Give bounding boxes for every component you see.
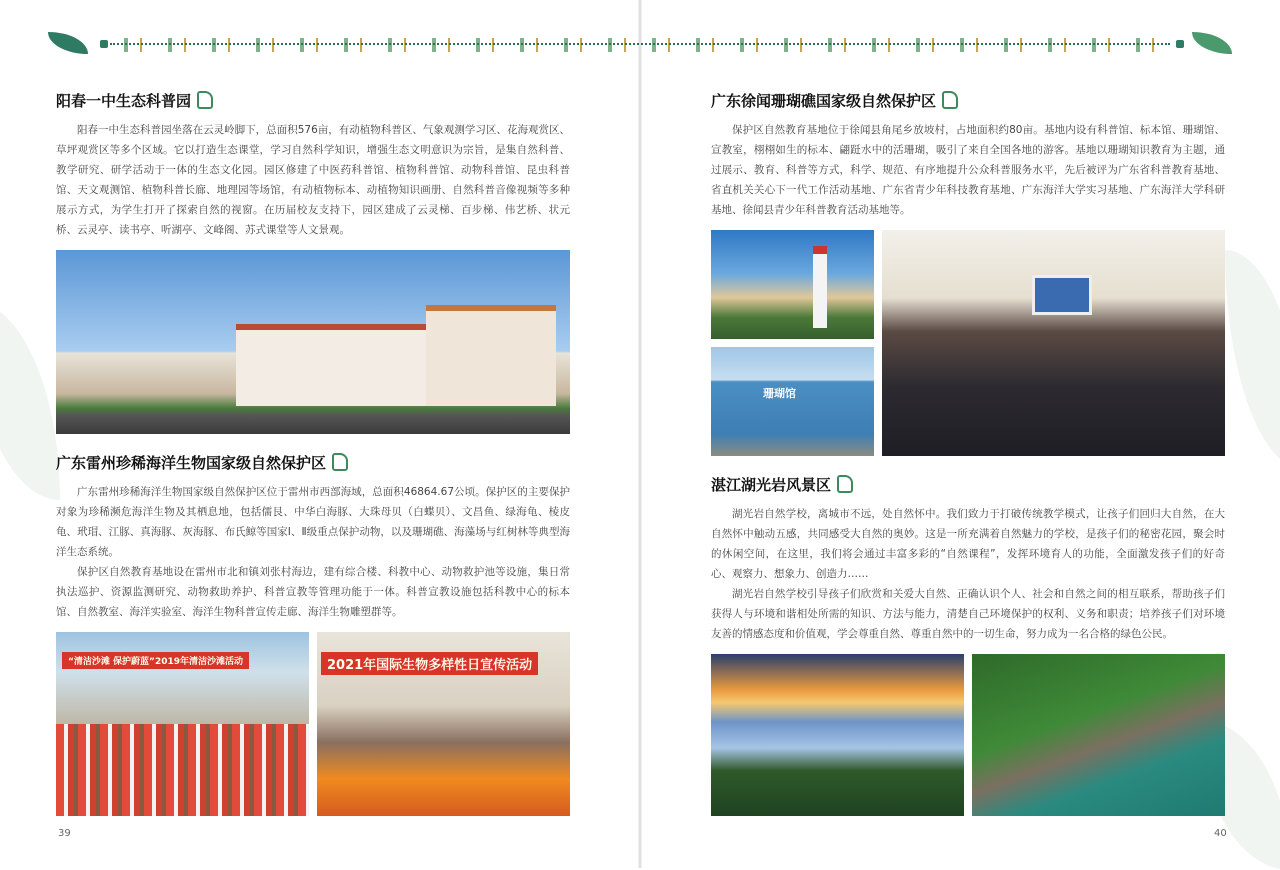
- square-ornament: [100, 40, 108, 48]
- media-row: [711, 230, 1225, 456]
- section-title: 阳春一中生态科普园: [56, 90, 570, 112]
- pen-leaf-icon: [837, 475, 853, 493]
- leaf-icon: [1192, 32, 1232, 54]
- coral-museum-photo: [711, 347, 874, 456]
- pen-leaf-icon: [332, 453, 348, 471]
- paragraph: 湖光岩自然学校，离城市不远，处自然怀中。我们致力于打破传统教学模式，让孩子们回归大自然，在大自然怀中触动五感，共同感受大自然的奥妙。这是一所充满着自然魅力的学校，是孩子们的秘密花园，聚会时的休闲空间，在这里，我们将会通过丰富多彩的“自然课程”，发挥环境育人的功能，全面激发孩子们的好奇心、观察力、想象力、创造力……: [711, 508, 1225, 581]
- lighthouse-photo: [711, 230, 874, 339]
- biodiversity-day-photo: [317, 632, 570, 816]
- section-title: 广东徐闻珊瑚礁国家级自然保护区: [711, 90, 1225, 112]
- media-row: [711, 654, 1225, 816]
- section-title: 湛江湖光岩风景区: [711, 474, 1225, 496]
- paragraph: 阳春一中生态科普园坐落在云灵岭脚下，总面积576亩，有动植物科普区、气象观测学习区、花海观赏区、草坪观赏区等多个区域。它以打造生态课堂，学习自然科学知识，增强生态文明意识为宗旨，是集自然科普、教学研究、研学活动于一体的生态文化园。园区修建了中医药科普馆、植物科普馆、动物科普馆、昆虫科普馆、天文观测馆、植物科普长廊、地理园等场馆，有动植物标本、动植物知识画册、自然科普音像视频等多种展示方式，为学生打开了探索自然的视窗。在历届校友支持下，园区建成了云灵梯、百步梯、伟艺桥、状元桥、云灵亭、读书亭、听湖亭、文峰阁、苏式课堂等人文景观。: [56, 124, 570, 236]
- media-row: [56, 632, 570, 816]
- lake-aerial-photo: [972, 654, 1225, 816]
- photo-banner: “清洁沙滩 保护蔚蓝”2019年清洁沙滩活动: [62, 652, 249, 669]
- photo-stack: [711, 230, 874, 456]
- school-building-photo: [56, 250, 570, 434]
- beach-cleanup-photo: [56, 632, 309, 816]
- media-row: [56, 250, 570, 434]
- vine-line: [110, 43, 1170, 47]
- right-page-column: [711, 86, 1225, 816]
- classroom-photo: [882, 230, 1225, 456]
- square-ornament: [1176, 40, 1184, 48]
- decorative-leaf: [0, 300, 60, 500]
- section-title: 广东雷州珍稀海洋生物国家级自然保护区: [56, 452, 570, 474]
- paragraph: 广东雷州珍稀海洋生物国家级自然保护区位于雷州市西部海域，总面积46864.67公顷。保护区的主要保护对象为珍稀濒危海洋生物及其栖息地，包括儒艮、中华白海豚、大珠母贝（白蝶贝）、文昌鱼、绿海龟、棱皮龟、玳瑁、江豚、真海豚、灰海豚、布氏鲸等国家Ⅰ、Ⅱ级重点保护动物，以及珊瑚礁、海藻场与红树林等典型海洋生态系统。: [56, 486, 570, 558]
- decorative-leaf: [1225, 250, 1280, 470]
- lake-sunset-photo: [711, 654, 964, 816]
- pen-leaf-icon: [942, 91, 958, 109]
- leaf-icon: [48, 32, 88, 54]
- left-page-column: [56, 86, 570, 816]
- page-spine: [638, 0, 642, 868]
- paragraph: 湖光岩自然学校引导孩子们欣赏和关爱大自然、正确认识个人、社会和自然之间的相互联系，帮助孩子们获得人与环境和谐相处所需的知识、方法与能力，清楚自己环境保护的权利、义务和职责；培养孩子们对环境友善的情感态度和价值观，学会尊重自然、尊重自然中的一切生命，努力成为一名合格的绿色公民。: [711, 588, 1225, 641]
- building-sign: 珊瑚馆: [763, 387, 796, 401]
- photo-banner: 2021年国际生物多样性日宣传活动: [321, 652, 538, 675]
- page-number: 40: [1214, 828, 1227, 839]
- paragraph: 保护区自然教育基地位于徐闻县角尾乡放坡村，占地面积约80亩。基地内设有科普馆、标本馆、珊瑚馆、宣教室，栩栩如生的标本、翩跹水中的活珊瑚，吸引了来自全国各地的游客。基地以珊瑚知识教育为主题，通过展示、教育、科普等方式，科学、规范、有序地提升公众科普服务水平，先后被评为广东省科普教育基地、省直机关关心下一代工作活动基地、广东省青少年科技教育基地、广东海洋大学实习基地、广东海洋大学科研基地、徐闻县青少年科普教育活动基地等。: [711, 124, 1225, 216]
- page-number: 39: [58, 828, 71, 839]
- paragraph: 保护区自然教育基地设在雷州市北和镇刘张村海边，建有综合楼、科教中心、动物救护池等设施，集日常执法巡护、资源监测研究、动物救助养护、科普宣教等管理功能于一体。科普宣教设施包括科教中心的标本馆、自然教室、海洋实验室、海洋生物科普宣传走廊、海洋生物雕塑群等。: [56, 566, 570, 618]
- pen-leaf-icon: [197, 91, 213, 109]
